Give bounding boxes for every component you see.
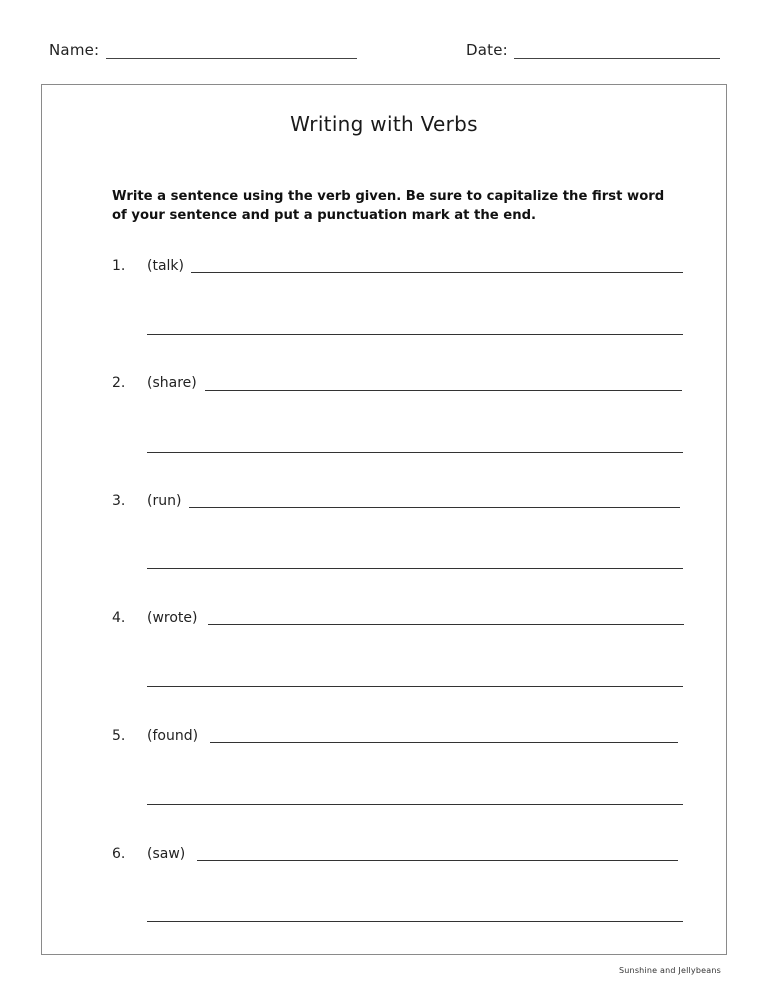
date-field[interactable] — [514, 58, 720, 59]
date-label: Date: — [466, 41, 508, 59]
answer-line-6a[interactable] — [197, 860, 678, 861]
answer-line-3a[interactable] — [189, 507, 680, 508]
item-number: 5. — [112, 728, 126, 744]
item-number: 6. — [112, 846, 126, 862]
item-number: 3. — [112, 493, 126, 509]
item-verb: (wrote) — [147, 610, 198, 626]
answer-line-4a[interactable] — [208, 624, 684, 625]
answer-line-6b[interactable] — [147, 921, 683, 922]
answer-line-1b[interactable] — [147, 334, 683, 335]
item-verb: (saw) — [147, 846, 186, 862]
name-field[interactable] — [106, 58, 357, 59]
item-verb: (found) — [147, 728, 199, 744]
answer-line-2b[interactable] — [147, 452, 683, 453]
instructions: Write a sentence using the verb given. Be sure to capitalize the first word of your sentence and put a punctuation mark at the end. — [112, 189, 665, 223]
answer-line-3b[interactable] — [147, 568, 683, 569]
answer-line-2a[interactable] — [205, 390, 682, 391]
worksheet-title: Writing with Verbs — [290, 112, 478, 136]
answer-line-5a[interactable] — [210, 742, 678, 743]
item-verb: (run) — [147, 493, 182, 509]
item-number: 1. — [112, 258, 126, 274]
answer-line-4b[interactable] — [147, 686, 683, 687]
item-number: 2. — [112, 375, 126, 391]
item-number: 4. — [112, 610, 126, 626]
name-label: Name: — [49, 41, 100, 59]
answer-line-5b[interactable] — [147, 804, 683, 805]
credit-text: Sunshine and Jellybeans — [619, 966, 722, 975]
item-verb: (share) — [147, 375, 197, 391]
item-verb: (talk) — [147, 258, 184, 274]
answer-line-1a[interactable] — [191, 272, 683, 273]
